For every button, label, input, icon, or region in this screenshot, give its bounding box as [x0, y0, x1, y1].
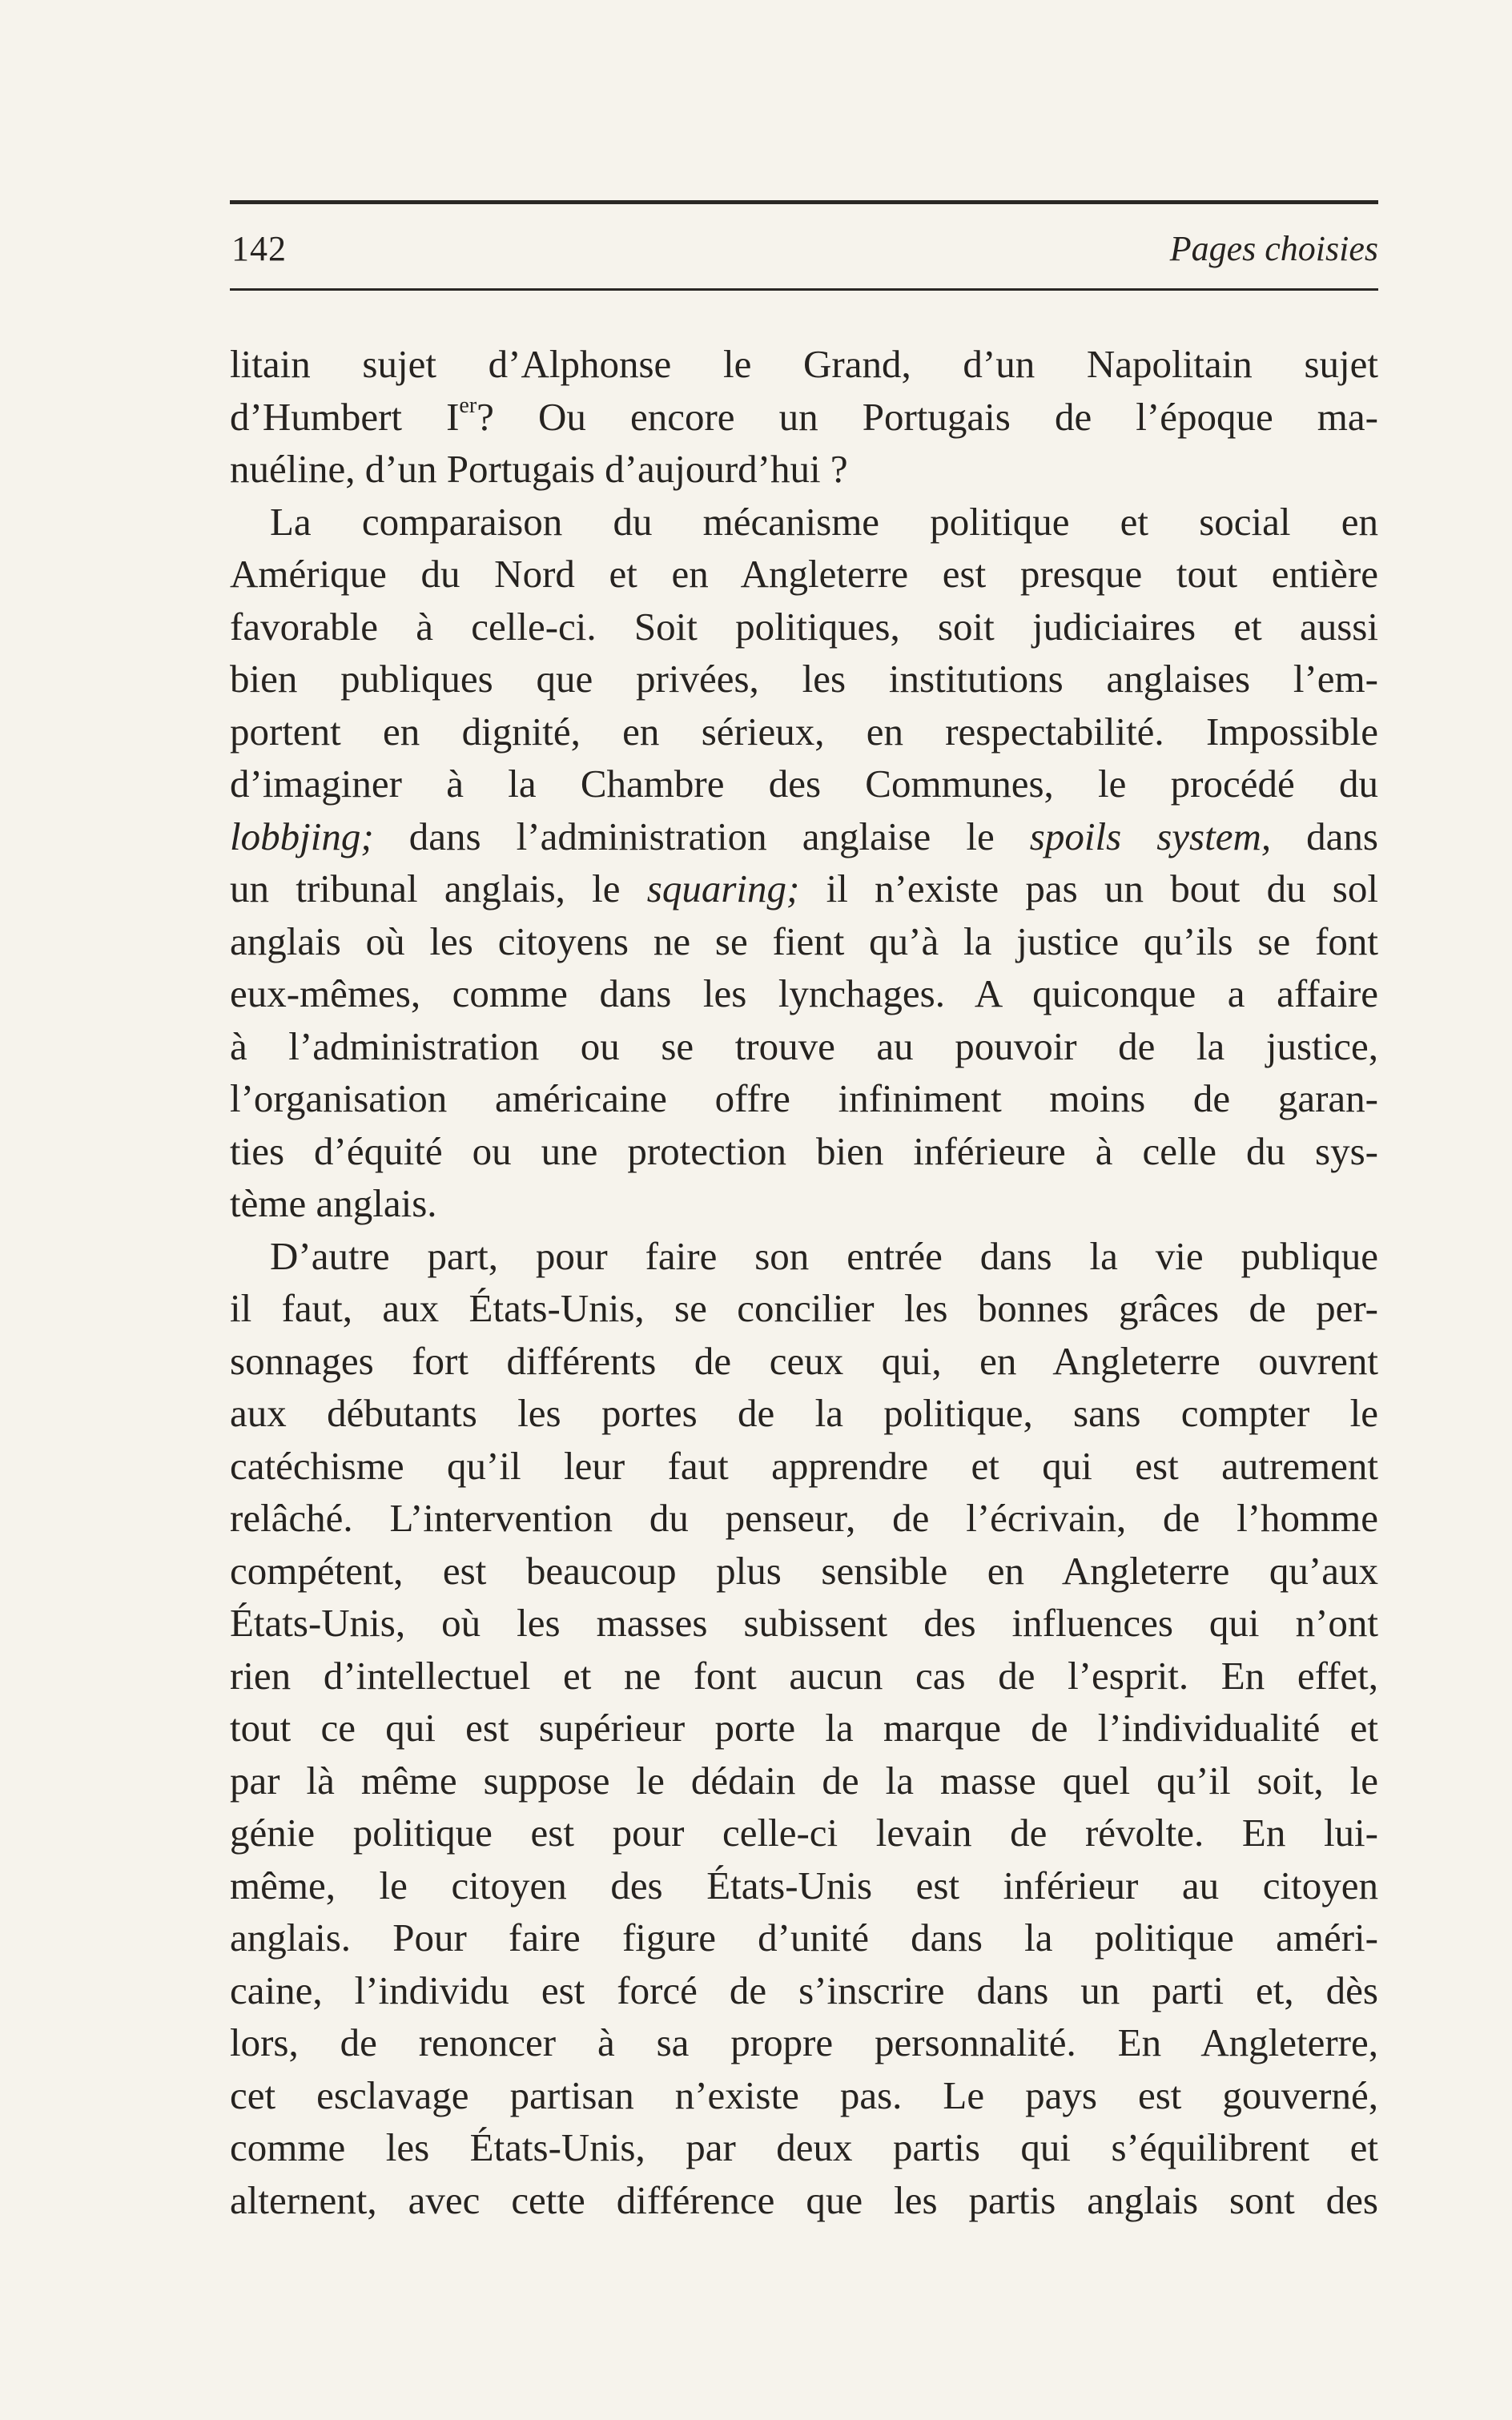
text-line: alternent, avec cette différence que les partis anglais sont des — [230, 2177, 1378, 2222]
book-page — [230, 0, 1378, 2420]
text-line: même, le citoyen des États-Unis est inférieur au citoyen — [230, 1863, 1378, 1907]
text-line: cet esclavage partisan n’existe pas. Le pays est gouverné, — [230, 2072, 1378, 2117]
text-line: d’imaginer à la Chambre des Communes, le procédé du — [230, 762, 1378, 806]
text-line: l’organisation américaine offre infiniment moins de garan- — [230, 1076, 1378, 1120]
text-line: il faut, aux États-Unis, se concilier les bonnes grâces de per- — [230, 1286, 1378, 1330]
text-line: D’autre part, pour faire son entrée dans la vie publique — [270, 1233, 1378, 1278]
text-line: comme les États-Unis, par deux partis qui s’équilibrent et — [230, 2125, 1378, 2169]
text-line: litain sujet d’Alphonse le Grand, d’un Napolitain sujet — [230, 342, 1378, 386]
text-line: La comparaison du mécanisme politique et social en — [270, 499, 1378, 544]
running-head — [230, 221, 1378, 277]
running-title: Pages choisies — [1169, 229, 1378, 268]
text-line: sonnages fort différents de ceux qui, en Angleterre ouvrent — [230, 1338, 1378, 1383]
text-line: par là même suppose le dédain de la masse quel qu’il soit, le — [230, 1758, 1378, 1803]
text-line: aux débutants les portes de la politique, sans compter le — [230, 1391, 1378, 1435]
text-line: favorable à celle-ci. Soit politiques, soit judiciaires et aussi — [230, 604, 1378, 649]
text-line: États-Unis, où les masses subissent des influences qui n’ont — [230, 1601, 1378, 1645]
page-number: 142 — [231, 229, 287, 268]
text-line: lobbjing; dans l’administration anglaise le spoils system, dans — [230, 814, 1379, 858]
text-line: nuéline, d’un Portugais d’aujourd’hui ? — [230, 447, 848, 491]
text-line: un tribunal anglais, le squaring; il n’existe pas un bout du sol — [230, 866, 1378, 911]
text-line: relâché. L’intervention du penseur, de l’écrivain, de l’homme — [230, 1496, 1378, 1540]
text-line: à l’administration ou se trouve au pouvoir de la justice, — [230, 1023, 1378, 1068]
text-line: d’Humbert Ier? Ou encore un Portugais de l’époque ma- — [230, 392, 1378, 439]
text-line: eux-mêmes, comme dans les lynchages. A quiconque a affaire — [230, 971, 1378, 1015]
text-line: tout ce qui est supérieur porte la marque de l’individualité et — [230, 1706, 1378, 1750]
text-line: compétent, est beaucoup plus sensible en Angleterre qu’aux — [230, 1548, 1378, 1593]
text-line: portent en dignité, en sérieux, en respectabilité. Impossible — [230, 709, 1378, 754]
superscript: er — [459, 392, 477, 418]
text-line: ties d’équité ou une protection bien inférieure à celle du sys- — [230, 1128, 1378, 1173]
text-line: catéchisme qu’il leur faut apprendre et qui est autrement — [230, 1443, 1378, 1488]
text-line: anglais où les citoyens ne se fient qu’à la justice qu’ils se font — [230, 919, 1378, 963]
header-rule-bottom — [230, 288, 1378, 291]
text-line: tème anglais. — [230, 1181, 437, 1225]
text-line: anglais. Pour faire figure d’unité dans la politique améri- — [230, 1915, 1378, 1960]
header-rule-top — [230, 200, 1378, 204]
text-line: lors, de renoncer à sa propre personnalité. En Angleterre, — [230, 2020, 1378, 2064]
text-line: génie politique est pour celle-ci levain de révolte. En lui- — [230, 1811, 1378, 1855]
text-line: Amérique du Nord et en Angleterre est presque tout entière — [230, 552, 1378, 596]
text-line: caine, l’individu est forcé de s’inscrire dans un parti et, dès — [230, 1968, 1378, 2012]
text-line: bien publiques que privées, les institutions anglaises l’em- — [230, 657, 1378, 701]
text-line: rien d’intellectuel et ne font aucun cas de l’esprit. En effet, — [230, 1653, 1378, 1698]
body-text — [230, 338, 1378, 2226]
